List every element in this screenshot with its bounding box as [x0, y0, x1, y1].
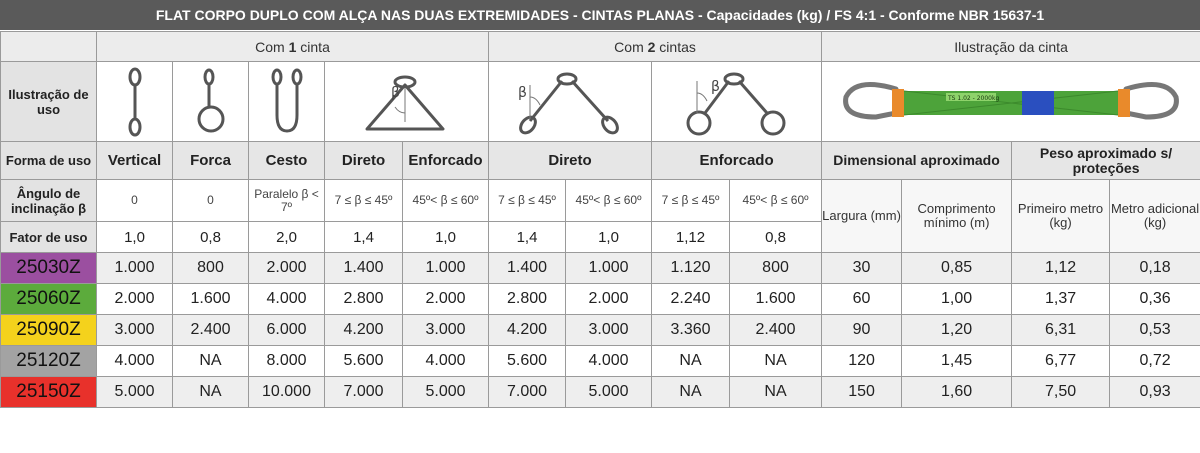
capacity-cell: NA	[173, 377, 249, 408]
factor-cell: 1,0	[403, 222, 489, 253]
capacity-table	[0, 31, 1200, 408]
capacity-cell: 5.000	[566, 377, 652, 408]
capacity-cell: 1,60	[902, 377, 1012, 408]
vertical-illustration	[97, 62, 173, 142]
capacity-cell: NA	[730, 346, 822, 377]
factor-cell: 1,12	[652, 222, 730, 253]
factor-cell: 1,0	[566, 222, 652, 253]
capacity-cell: 1,12	[1012, 253, 1110, 284]
capacity-cell: 0,85	[902, 253, 1012, 284]
group-illustration: Ilustração da cinta	[822, 32, 1200, 62]
capacity-cell: 800	[730, 253, 822, 284]
capacity-cell: 2.000	[97, 284, 173, 315]
angle-cell: 45º< β ≤ 60º	[730, 180, 822, 222]
capacity-cell: 4.200	[325, 315, 403, 346]
header-extra-meter: Metro adicional (kg)	[1110, 180, 1200, 253]
product-code: 25060Z	[1, 284, 97, 315]
header-min-length: Comprimento mínimo (m)	[902, 180, 1012, 253]
angle-cell: Paralelo β < 7º	[249, 180, 325, 222]
capacity-cell: 8.000	[249, 346, 325, 377]
capacity-cell: 10.000	[249, 377, 325, 408]
capacity-cell: 5.600	[325, 346, 403, 377]
factor-cell: 1,4	[489, 222, 566, 253]
capacity-cell: 2.000	[566, 284, 652, 315]
choked-two-illustration	[652, 62, 822, 142]
capacity-cell: 4.000	[249, 284, 325, 315]
capacity-rows	[1, 253, 1200, 408]
angle-cell: 7 ≤ β ≤ 45º	[652, 180, 730, 222]
capacity-cell: 4.000	[403, 346, 489, 377]
angle-cell: 45º< β ≤ 60º	[566, 180, 652, 222]
choke-illustration	[173, 62, 249, 142]
capacity-cell: 1.000	[566, 253, 652, 284]
basket-sling-icon	[267, 67, 307, 137]
capacity-cell: 3.000	[566, 315, 652, 346]
capacity-cell: 2.240	[652, 284, 730, 315]
capacity-cell: 7.000	[325, 377, 403, 408]
capacity-cell: 1.600	[730, 284, 822, 315]
capacity-cell: 2.800	[489, 284, 566, 315]
capacity-cell: NA	[652, 377, 730, 408]
table-row	[1, 346, 1200, 377]
capacity-cell: 1.600	[173, 284, 249, 315]
capacity-cell: NA	[173, 346, 249, 377]
capacity-cell: 7,50	[1012, 377, 1110, 408]
table-row	[1, 377, 1200, 408]
capacity-cell: 2.000	[249, 253, 325, 284]
row-label-form: Forma de uso	[1, 142, 97, 180]
capacity-cell: 800	[173, 253, 249, 284]
capacity-cell: 1,37	[1012, 284, 1110, 315]
capacity-cell: 2.400	[730, 315, 822, 346]
form-direct-two: Direto	[489, 142, 652, 180]
direct-two-illustration	[489, 62, 652, 142]
capacity-cell: 1.400	[325, 253, 403, 284]
capacity-cell: 5.000	[97, 377, 173, 408]
table-row	[1, 284, 1200, 315]
capacity-cell: 1.400	[489, 253, 566, 284]
capacity-cell: 5.000	[403, 377, 489, 408]
product-code: 25030Z	[1, 253, 97, 284]
capacity-cell: 1.120	[652, 253, 730, 284]
angle-cell: 0	[97, 180, 173, 222]
product-code: 25120Z	[1, 346, 97, 377]
capacity-cell: 1.000	[403, 253, 489, 284]
direct-sling-icon	[347, 67, 467, 137]
capacity-cell: 1,45	[902, 346, 1012, 377]
capacity-cell: 6,77	[1012, 346, 1110, 377]
capacity-cell: 150	[822, 377, 902, 408]
group-one-sling: Com 1 cinta	[97, 32, 489, 62]
form-vertical: Vertical	[97, 142, 173, 180]
capacity-cell: 6,31	[1012, 315, 1110, 346]
flat-sling-icon	[836, 67, 1186, 137]
group-two-slings: Com 2 cintas	[489, 32, 822, 62]
factor-cell: 2,0	[249, 222, 325, 253]
header-width: Largura (mm)	[822, 180, 902, 253]
form-choked-one: Enforcado	[403, 142, 489, 180]
capacity-cell: 5.600	[489, 346, 566, 377]
product-code: 25150Z	[1, 377, 97, 408]
capacity-cell: 2.400	[173, 315, 249, 346]
factor-cell: 1,4	[325, 222, 403, 253]
capacity-cell: 60	[822, 284, 902, 315]
capacity-cell: 0,53	[1110, 315, 1200, 346]
row-label-factor: Fator de uso	[1, 222, 97, 253]
header-dimensional: Dimensional aproximado	[822, 142, 1012, 180]
capacity-cell: 0,18	[1110, 253, 1200, 284]
angle-cell: 7 ≤ β ≤ 45º	[325, 180, 403, 222]
capacity-cell: 120	[822, 346, 902, 377]
capacity-cell: 90	[822, 315, 902, 346]
direct-one-illustration	[325, 62, 489, 142]
vertical-sling-icon	[120, 67, 150, 137]
table-title: FLAT CORPO DUPLO COM ALÇA NAS DUAS EXTREMIDADES - CINTAS PLANAS - Capacidades (kg) / FS 4:1 - Conforme NBR 15637-1	[0, 0, 1200, 30]
row-label-angle: Ângulo de inclinação β	[1, 180, 97, 222]
form-basket: Cesto	[249, 142, 325, 180]
capacity-cell: 2.800	[325, 284, 403, 315]
header-weight: Peso aproximado s/ proteções	[1012, 142, 1200, 180]
form-force: Forca	[173, 142, 249, 180]
table-row	[1, 315, 1200, 346]
two-leg-choked-icon	[667, 67, 807, 137]
capacity-cell: 0,93	[1110, 377, 1200, 408]
angle-cell: 0	[173, 180, 249, 222]
capacity-cell: 3.000	[403, 315, 489, 346]
basket-illustration	[249, 62, 325, 142]
choke-sling-icon	[191, 67, 231, 137]
capacity-cell: 7.000	[489, 377, 566, 408]
capacity-cell: 0,36	[1110, 284, 1200, 315]
blank-corner	[1, 32, 97, 62]
capacity-cell: 1.000	[97, 253, 173, 284]
form-choked-two: Enforcado	[652, 142, 822, 180]
sling-product-illustration	[822, 62, 1200, 142]
form-direct-one: Direto	[325, 142, 403, 180]
factor-cell: 0,8	[730, 222, 822, 253]
capacity-cell: 4.000	[97, 346, 173, 377]
angle-cell: 45º< β ≤ 60º	[403, 180, 489, 222]
capacity-cell: 4.200	[489, 315, 566, 346]
svg-text:β: β	[710, 78, 720, 95]
capacity-cell: 1,20	[902, 315, 1012, 346]
header-first-meter: Primeiro metro (kg)	[1012, 180, 1110, 253]
capacity-cell: 4.000	[566, 346, 652, 377]
row-label-illustration: Ilustração de uso	[1, 62, 97, 142]
capacity-cell: 3.360	[652, 315, 730, 346]
two-leg-direct-icon	[500, 67, 640, 137]
svg-text:β: β	[518, 84, 527, 101]
angle-cell: 7 ≤ β ≤ 45º	[489, 180, 566, 222]
product-code: 25090Z	[1, 315, 97, 346]
table-row	[1, 253, 1200, 284]
capacity-cell: NA	[652, 346, 730, 377]
capacity-cell: 3.000	[97, 315, 173, 346]
capacity-cell: 0,72	[1110, 346, 1200, 377]
capacity-cell: 6.000	[249, 315, 325, 346]
capacity-cell: 1,00	[902, 284, 1012, 315]
svg-text:β: β	[390, 84, 400, 101]
capacity-cell: NA	[730, 377, 822, 408]
capacity-cell: 2.000	[403, 284, 489, 315]
svg-text:TS 1.02 - 2000kg: TS 1.02 - 2000kg	[948, 94, 1000, 102]
factor-cell: 0,8	[173, 222, 249, 253]
capacity-cell: 30	[822, 253, 902, 284]
factor-cell: 1,0	[97, 222, 173, 253]
